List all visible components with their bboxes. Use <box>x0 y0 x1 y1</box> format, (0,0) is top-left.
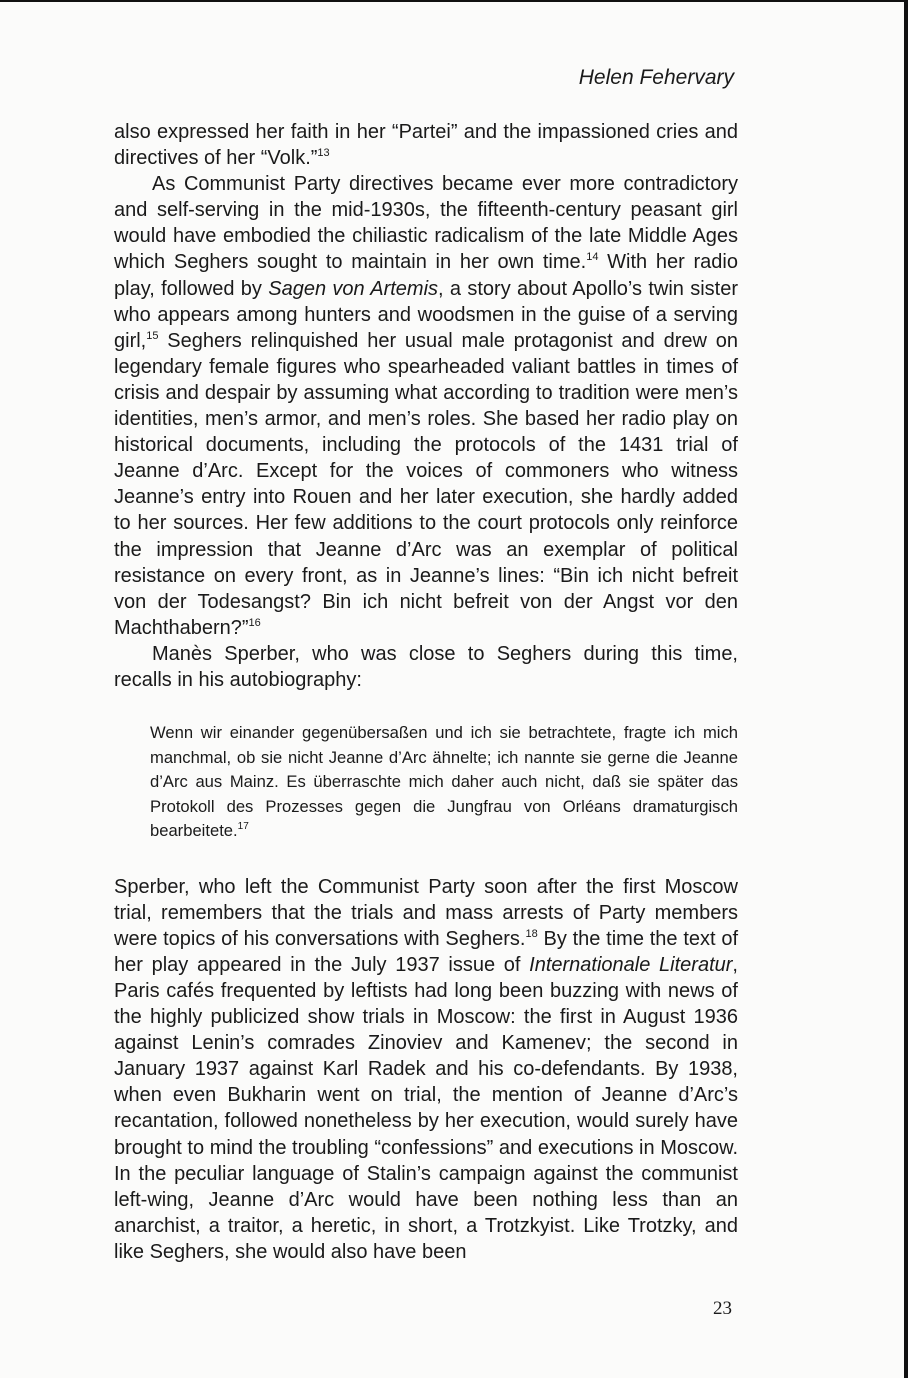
body-text <box>114 119 738 1265</box>
paragraph-2-text-d: Seghers relinquished her usual male protagonist and drew on legendary female figures who spearheaded valiant battles in times of crisis and despair by assuming what according to tradition were men’s identities, men’s armor, and men’s roles. She based her radio play on historical documents, including the protocols of the 1431 trial of Jeanne d’Arc. Except for the voices of commoners who witness Jeanne’s entry into Rouen and her later execution, she hardly added to her sources. Her few additions to the court protocols only reinforce the impression that Jeanne d’Arc was an exemplar of political resistance on every front, as in Jeanne’s lines: “Bin ich nicht befreit von der Todesangst? Bin ich nicht befreit von der Angst vor den Machthabern?” <box>114 329 738 639</box>
footnote-ref-17: 17 <box>237 821 249 833</box>
block-quote-text: Wenn wir einander gegenübersaßen und ich sie betrachtete, fragte ich mich manchmal, ob sie nicht Jeanne d’Arc ähnelte; ich nannte sie gerne die Jeanne d’Arc aus Mainz. Es überraschte mich daher auch nicht, daß sie später das Protokoll des Prozesses gegen die Jungfrau von Orléans dramaturgisch bearbeitete. <box>150 723 738 841</box>
footnote-ref-15: 15 <box>146 329 159 342</box>
paragraph-1 <box>114 119 738 171</box>
title-sagen-von-artemis: Sagen von Artemis <box>268 277 439 300</box>
paragraph-2-text-c: , a story about Apollo’s twin sister who appears among hunters and woodsmen in the guise of a serving girl, <box>114 277 738 352</box>
footnote-ref-14: 14 <box>586 251 599 264</box>
running-head-author: Helen Fehervary <box>578 66 734 89</box>
paragraph-1-text: also expressed her faith in her “Partei” and the impassioned cries and directives of her “Volk.” <box>114 121 738 170</box>
paragraph-4 <box>114 874 738 1265</box>
paragraph-4-text-a: Sperber, who left the Communist Party soon after the first Moscow trial, remembers that the trials and mass arrests of Party members were topics of his conversations with Seghers. <box>114 875 738 950</box>
paragraph-3 <box>114 641 738 693</box>
footnote-ref-16: 16 <box>248 616 261 629</box>
page-number: 23 <box>713 1298 732 1319</box>
paragraph-4-text-c: , Paris cafés frequented by leftists had long been buzzing with news of the highly publicized show trials in Moscow: the first in August 1936 against Lenin’s comrades Zinoviev and Kamenev; the second in January 1937 against Karl Radek and his co-defendants. By 1938, when even Bukharin went on trial, the mention of Jeanne d’Arc’s recantation, followed nonetheless by her execution, would surely have brought to mind the troubling “confessions” and executions in Moscow. In the peculiar language of Stalin’s campaign against the communist left-wing, Jeanne d’Arc would have been nothing less than an anarchist, a traitor, a heretic, in short, a Trotzkyist. Like Trotzky, and like Seghers, she would also have been <box>114 953 738 1263</box>
footnote-ref-18: 18 <box>525 927 538 940</box>
paragraph-2-text-b: With her radio play, followed by <box>114 251 738 300</box>
footnote-ref-13: 13 <box>317 147 330 160</box>
title-internationale-literatur: Internationale Literatur <box>529 953 733 976</box>
block-quote <box>150 721 738 844</box>
paragraph-3-text: Manès Sperber, who was close to Seghers during this time, recalls in his autobiography: <box>114 642 738 691</box>
paragraph-2-text-a: As Communist Party directives became ever more contradictory and self-serving in the mid-1930s, the fifteenth-century peasant girl would have embodied the chiliastic radicalism of the late Middle Ages which Seghers sought to maintain in her own time. <box>114 173 738 274</box>
paragraph-2 <box>114 171 738 641</box>
paragraph-4-text-b: By the time the text of her play appeared in the July 1937 issue of <box>114 927 739 976</box>
